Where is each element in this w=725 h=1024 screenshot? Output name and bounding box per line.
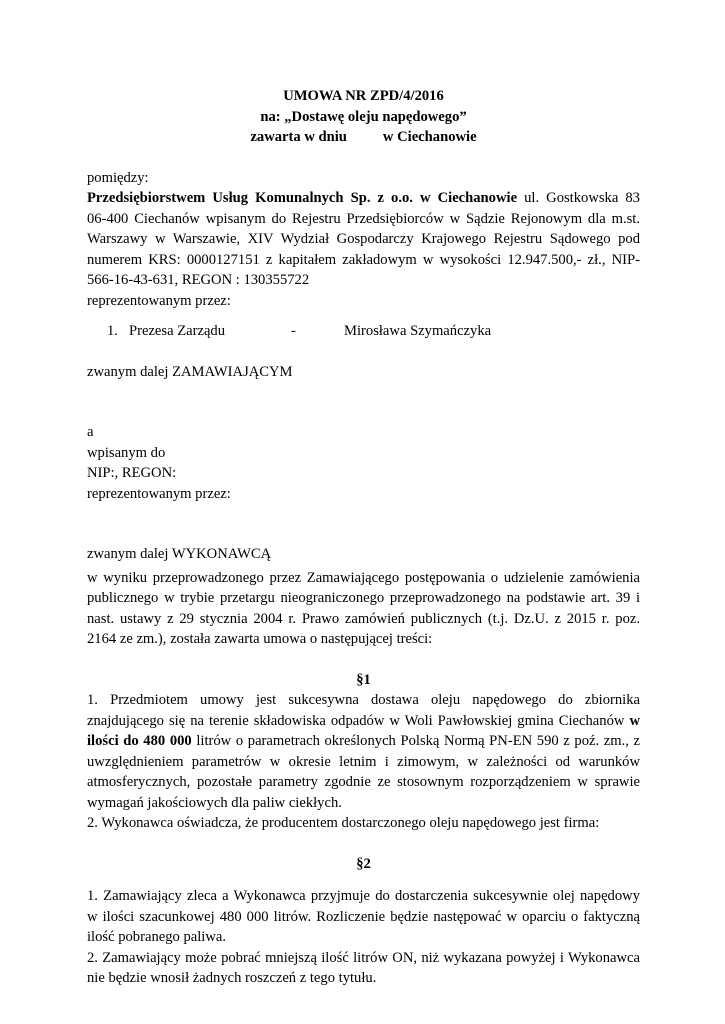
title-subject: na: „Dostawę oleju napędowego” xyxy=(260,108,467,125)
and-label: a xyxy=(87,424,94,440)
contractor-registered: wpisanym do xyxy=(87,444,166,461)
document-title xyxy=(87,86,640,148)
company-address: ul. Gostkowska 83 xyxy=(524,190,640,206)
between-label: pomiędzy: xyxy=(87,169,149,186)
section-2-heading: §2 xyxy=(356,855,371,872)
section-2-paragraph-2: 2. Zamawiający może pobrać mniejszą ilość litrów ON, niż wykazana powyżej i Wykonawca nie będzie wnosił żadnych roszczeń z tego tytułu. xyxy=(87,949,640,986)
title-contract-number: UMOWA NR ZPD/4/2016 xyxy=(283,88,444,104)
quantity-emphasis: ilości do 480 000 xyxy=(87,733,192,749)
contractor-nip-regon: NIP:, REGON: xyxy=(87,465,177,481)
contractor-represented: reprezentowanym przez: xyxy=(87,485,231,502)
section-1-heading: §1 xyxy=(356,671,371,688)
contract-page xyxy=(87,86,640,989)
contractor-label: zwanym dalej WYKONAWCĄ xyxy=(87,546,272,562)
representative-name: Mirosława Szymańczyka xyxy=(344,323,492,339)
intro-paragraph: w wyniku przeprowadzonego przez Zamawiającego postępowania o udzielenie zamówienia publicznego w trybie przetargu nieograniczonego przeprowadzonego na podstawie art. 39 i nast. ustawy z 29 stycznia 2004 r. Prawo zamówień publicznych (t.j. Dz.U. z 2015 r. poz. 2164 ze zm.), została zawarta umowa o następującej treści: xyxy=(87,569,640,647)
section-2-paragraph-1: 1. Zamawiający zleca a Wykonawca przyjmuje do dostarczenia sukcesywnie olej napędowy w ilości szacunkowej 480 000 litrów. Rozliczenie będzie następować w oparciu o faktyczną ilość pobranego paliwa. xyxy=(87,888,640,945)
represented-label: reprezentowanym przez: xyxy=(87,292,231,309)
representative-role: Prezesa Zarządu xyxy=(129,323,226,339)
ordering-party-details: Przedsiębiorstwem Usług Komunalnych Sp. z o.o. w Ciechanowie ul. Gostkowska 83 06-400 Ciechanów wpisanym do Rejestru Przedsiębiorców w Sądzie Rejonowym dla m.st. Warszawy w Warszawie, XIV Wydział Gospodarczy Krajowego Rejestru Sądowego pod numerem KRS: 0000127151 z kapitałem zakładowym w wysokości 12.947.500,- zł., NIP- 566-16-43-631, REGON : 130355722 xyxy=(87,190,640,288)
section-1-paragraph-2: 2. Wykonawca oświadcza, że producentem dostarczonego oleju napędowego jest firma: xyxy=(87,815,600,831)
ordering-party-label: zwanym dalej ZAMAWIAJĄCYM xyxy=(87,363,293,380)
title-date-place: zawarta w dniu w Ciechanowie xyxy=(250,129,477,145)
section-1-paragraph-1: 1. Przedmiotem umowy jest sukcesywna dostawa oleju napędowego do zbiornika znajdującego się na terenie składowiska odpadów w Woli Pawłowskiej gmina Ciechanów w ilości do 480 000 litrów o parametrach określonych Polską Normą PN-EN 590 z poź. zm., z uwzględnieniem parametrów w okresie letnim i zimowym, w zależności od warunków atmosferycznych, pozostałe parametry zgodnie ze stosownym rozporządzeniem w sprawie wymagań jakościowych dla paliw ciekłych. xyxy=(87,692,640,811)
representative-row: 1. Prezesa Zarządu - Mirosława Szymańczyka xyxy=(107,321,640,342)
company-name: Przedsiębiorstwem Usług Komunalnych Sp. z o.o. w Ciechanowie xyxy=(87,190,518,206)
